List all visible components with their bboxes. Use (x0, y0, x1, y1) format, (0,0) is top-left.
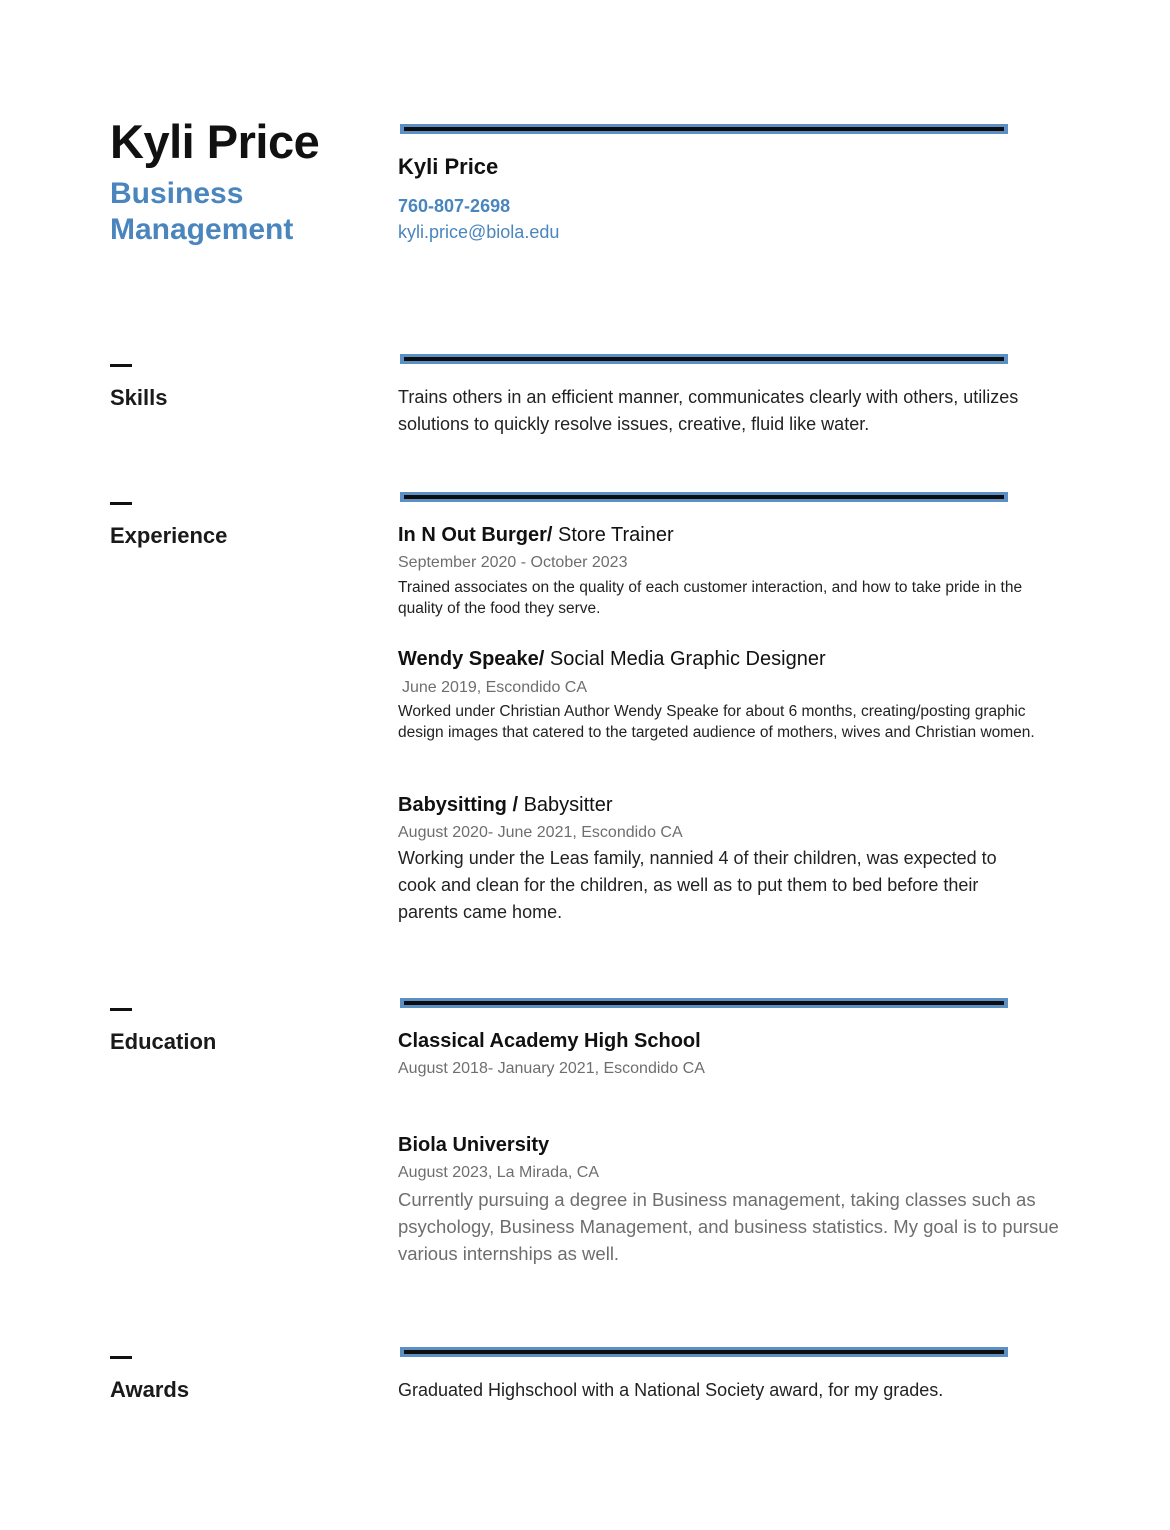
education-date: August 2018- January 2021, Escondido CA (398, 1060, 705, 1077)
education-school: Classical Academy High School (398, 1030, 701, 1052)
awards-text: Graduated Highschool with a National Society award, for my grades. (398, 1380, 944, 1400)
experience-date: August 2020- June 2021, Escondido CA (398, 824, 683, 841)
skills-text: Trains others in an efficient manner, communicates clearly with others, utilizes solutions to quickly resolve issues, creative, fluid like water. (398, 387, 1019, 434)
education-heading: Education (110, 1029, 217, 1054)
section-dash (110, 502, 132, 505)
experience-org: Wendy Speake/ (398, 648, 545, 670)
section-divider (400, 998, 1008, 1008)
experience-org: In N Out Burger/ (398, 524, 553, 546)
experience-description: Working under the Leas family, nannied 4 of their children, was expected to cook and clean for the children, as well as to put them to bed before their parents came home. (398, 848, 997, 922)
experience-position: Store Trainer (552, 524, 674, 546)
section-dash (110, 1008, 132, 1011)
resume-role: Business Management (110, 177, 294, 246)
experience-description: Trained associates on the quality of each customer interaction, and how to take pride in the quality of the food they serve. (398, 579, 1023, 617)
experience-heading: Experience (110, 523, 228, 548)
education-description: Currently pursuing a degree in Business management, taking classes such as psychology, Business Management, and business statistics. My goal is to pursue various internships as well. (398, 1189, 1059, 1264)
awards-heading: Awards (110, 1377, 190, 1402)
contact-phone[interactable]: 760-807-2698 (398, 196, 511, 216)
experience-position: Social Media Graphic Designer (544, 648, 826, 670)
section-divider (400, 354, 1008, 364)
education-date: August 2023, La Mirada, CA (398, 1164, 600, 1181)
section-divider (400, 492, 1008, 502)
resume-name: Kyli Price (110, 115, 320, 168)
contact-name: Kyli Price (398, 154, 499, 179)
section-dash (110, 364, 132, 367)
experience-entry-title (398, 648, 826, 671)
experience-position: Babysitter (518, 794, 613, 816)
skills-heading: Skills (110, 385, 168, 410)
experience-description: Worked under Christian Author Wendy Speake for about 6 months, creating/posting graphic design images that catered to the targeted audience of mothers, wives and Christian women. (398, 703, 1035, 741)
section-divider (400, 1347, 1008, 1357)
experience-date: June 2019, Escondido CA (402, 679, 588, 696)
section-divider (400, 124, 1008, 134)
experience-entry-title (398, 794, 613, 817)
contact-email[interactable]: kyli.price@biola.edu (398, 222, 560, 242)
education-school: Biola University (398, 1134, 550, 1156)
experience-org: Babysitting / (398, 794, 519, 816)
experience-date: September 2020 - October 2023 (398, 554, 628, 571)
experience-entry-title (398, 524, 674, 547)
section-dash (110, 1356, 132, 1359)
